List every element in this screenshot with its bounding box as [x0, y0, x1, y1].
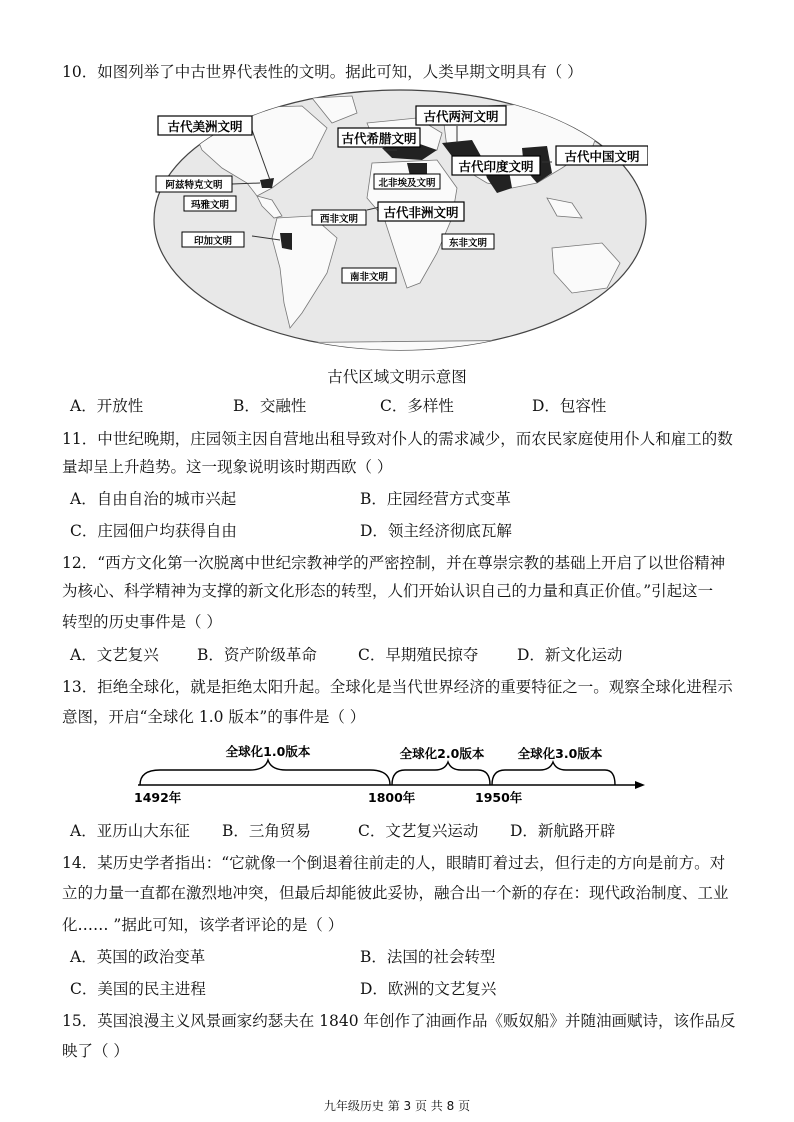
q10-options	[70, 395, 770, 417]
label-northafrica: 北非埃及文明	[378, 178, 436, 189]
q11-option-b[interactable]: B．庄园经营方式变革	[360, 490, 511, 508]
timeline-v1: 全球化1.0版本	[225, 744, 311, 759]
brace-v3	[492, 762, 615, 785]
q13-line-1: 13．拒绝全球化，就是拒绝太阳升起。全球化是当代世界经济的重要特征之一。观察全球化进程示	[62, 678, 733, 696]
q14-line-1: 14．某历史学者指出：“它就像一个倒退着往前走的人，眼睛盯着过去，但行走的方向是前方。对	[62, 854, 726, 872]
q11-option-a[interactable]: A．自由自治的城市兴起	[70, 490, 237, 508]
q14-line-2: 立的力量一直都在激烈地冲突，但最后却能彼此妥协，融合出一个新的存在：现代政治制度、工业	[62, 884, 729, 902]
q11-options-row-2	[70, 520, 770, 542]
q12-options	[70, 644, 770, 666]
q13-line-2: 意图，开启“全球化 1.0 版本”的事件是（ ）	[62, 708, 366, 726]
q11-line-2: 量却呈上升趋势。这一现象说明该时期西欧（ ）	[62, 458, 393, 476]
timeline-year-1492: 1492年	[134, 790, 182, 805]
q12-option-b[interactable]: B．资产阶级革命	[197, 646, 317, 664]
timeline-year-1800: 1800年	[368, 790, 416, 805]
q14-line-3: 化…… ”据此可知，该学者评论的是（ ）	[62, 916, 344, 934]
world-map-svg	[152, 88, 648, 352]
label-inca: 印加文明	[193, 236, 233, 247]
q14-option-a[interactable]: A．英国的政治变革	[70, 948, 206, 966]
timeline-svg	[130, 740, 650, 810]
timeline-arrow	[635, 781, 645, 789]
q13-option-d[interactable]: D．新航路开辟	[510, 822, 616, 840]
q10-option-c[interactable]: C．多样性	[380, 397, 454, 415]
q12-line-2: 为核心、科学精神为支撑的新文化形态的转型，人们开始认识自己的力量和真正价值。”引起这一	[62, 582, 714, 600]
q13-option-c[interactable]: C．文艺复兴运动	[358, 822, 479, 840]
q12-option-a[interactable]: A．文艺复兴	[70, 646, 159, 664]
q12-option-d[interactable]: D．新文化运动	[517, 646, 623, 664]
q10-option-b[interactable]: B．交融性	[233, 397, 307, 415]
brace-v1	[140, 760, 390, 785]
q10-option-a[interactable]: A．开放性	[70, 397, 144, 415]
timeline-year-1950: 1950年	[475, 790, 523, 805]
q15-line-1: 15．英国浪漫主义风景画家约瑟夫在 1840 年创作了油画作品《贩奴船》并随油画赋诗，该作品反	[62, 1012, 736, 1030]
q10-option-d[interactable]: D．包容性	[532, 397, 607, 415]
q12-line-1: 12．“西方文化第一次脱离中世纪宗教神学的严密控制，并在尊崇宗教的基础上开启了以世俗精神	[62, 554, 726, 572]
q11-option-c[interactable]: C．庄园佃户均获得自由	[70, 522, 237, 540]
q11-option-d[interactable]: D．领主经济彻底瓦解	[360, 522, 512, 540]
brace-v2	[392, 762, 490, 785]
q14-option-c[interactable]: C．美国的民主进程	[70, 980, 206, 998]
label-africa: 古代非洲文明	[383, 205, 459, 220]
q14-options-row-1	[70, 946, 770, 968]
q12-option-c[interactable]: C．早期殖民掠夺	[358, 646, 479, 664]
q13-options	[70, 820, 770, 842]
page-footer: 九年级历史 第 3 页 共 8 页	[323, 1099, 471, 1113]
label-aztec: 阿兹特克文明	[165, 180, 223, 191]
globalization-timeline	[130, 740, 650, 810]
q15-line-2: 映了（ ）	[62, 1042, 129, 1060]
timeline-v2: 全球化2.0版本	[399, 746, 485, 761]
q13-option-a[interactable]: A．亚历山大东征	[70, 822, 190, 840]
label-eastafrica: 东非文明	[448, 238, 488, 249]
label-southafrica: 南非文明	[349, 272, 389, 283]
q14-options-row-2	[70, 978, 770, 1000]
label-mesopotamia: 古代两河文明	[423, 109, 499, 124]
label-china: 古代中国文明	[564, 149, 640, 164]
label-america: 古代美洲文明	[167, 119, 243, 134]
timeline-v3: 全球化3.0版本	[517, 746, 603, 761]
label-greece: 古代希腊文明	[341, 131, 417, 146]
q13-option-b[interactable]: B．三角贸易	[222, 822, 311, 840]
q11-line-1: 11．中世纪晚期，庄园领主因自营地出租导致对仆人的需求减少，而农民家庭使用仆人和雇工的数	[62, 430, 733, 448]
map-caption: 古代区域文明示意图	[327, 368, 467, 386]
q14-option-b[interactable]: B．法国的社会转型	[360, 948, 496, 966]
label-india: 古代印度文明	[458, 159, 534, 174]
world-map	[152, 88, 648, 352]
label-westafrica: 西非文明	[319, 214, 359, 225]
q12-line-3: 转型的历史事件是（ ）	[62, 613, 222, 631]
label-maya: 玛雅文明	[190, 200, 230, 211]
q11-options-row-1	[70, 488, 770, 510]
q14-option-d[interactable]: D．欧洲的文艺复兴	[360, 980, 497, 998]
q10-stem: 10．如图列举了中古世界代表性的文明。据此可知，人类早期文明具有（ ）	[62, 63, 583, 81]
